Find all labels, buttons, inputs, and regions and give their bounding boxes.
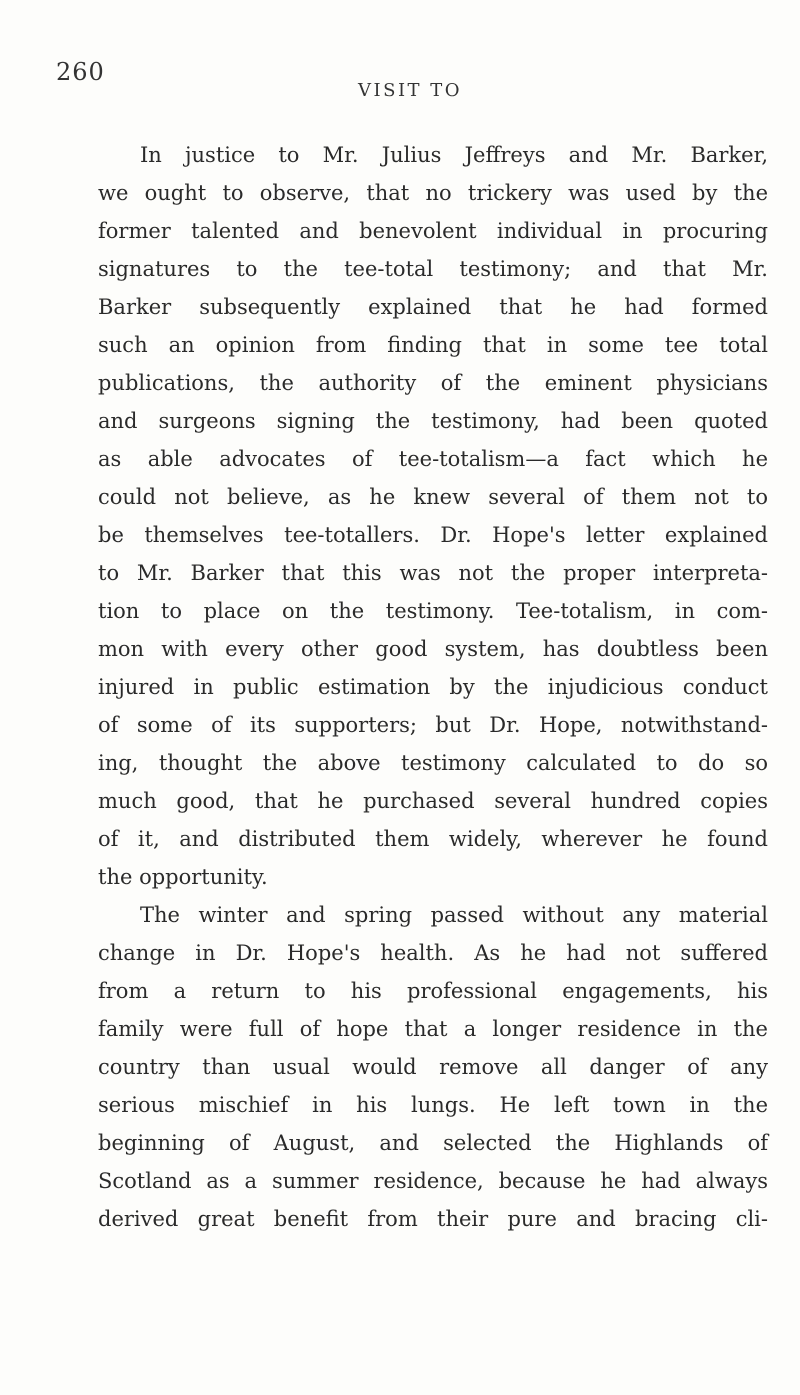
text-line: such an opinion from finding that in some tee total: [98, 333, 768, 357]
text-line: signatures to the tee-total testimony; and that Mr.: [98, 257, 768, 281]
text-line: be themselves tee-totallers. Dr. Hope's letter explained: [98, 523, 768, 547]
text-line: family were full of hope that a longer residence in the: [98, 1017, 768, 1041]
text-line: could not believe, as he knew several of them not to: [98, 485, 768, 509]
text-line: The winter and spring passed without any material: [140, 903, 768, 927]
text-line: derived great benefit from their pure and bracing cli-: [98, 1207, 768, 1231]
text-line: to Mr. Barker that this was not the proper interpreta-: [98, 561, 768, 585]
text-line: mon with every other good system, has doubtless been: [98, 637, 768, 661]
text-line: of some of its supporters; but Dr. Hope, notwithstand-: [98, 713, 768, 737]
text-line: publications, the authority of the eminent physicians: [98, 371, 768, 395]
text-line: the opportunity.: [98, 865, 268, 889]
running-head: VISIT TO: [358, 80, 463, 101]
text-line: from a return to his professional engagements, his: [98, 979, 768, 1003]
text-line: country than usual would remove all danger of any: [98, 1055, 768, 1079]
text-line: as able advocates of tee-totalism—a fact which he: [98, 447, 768, 471]
text-line: change in Dr. Hope's health. As he had not suffered: [98, 941, 768, 965]
text-line: former talented and benevolent individual in procuring: [98, 219, 768, 243]
text-line: serious mischief in his lungs. He left town in the: [98, 1093, 768, 1117]
body-text: [98, 136, 768, 1238]
page-number: 260: [56, 58, 105, 86]
text-line: beginning of August, and selected the Highlands of: [98, 1131, 768, 1155]
text-line: tion to place on the testimony. Tee-totalism, in com-: [98, 599, 768, 623]
text-line: we ought to observe, that no trickery was used by the: [98, 181, 768, 205]
text-line: ing, thought the above testimony calculated to do so: [98, 751, 768, 775]
text-line: Scotland as a summer residence, because he had always: [98, 1169, 768, 1193]
text-line: Barker subsequently explained that he had formed: [98, 295, 768, 319]
text-line: much good, that he purchased several hundred copies: [98, 789, 768, 813]
text-line: injured in public estimation by the injudicious conduct: [98, 675, 768, 699]
text-line: of it, and distributed them widely, wherever he found: [98, 827, 768, 851]
text-line: and surgeons signing the testimony, had been quoted: [98, 409, 768, 433]
text-line: In justice to Mr. Julius Jeffreys and Mr. Barker,: [140, 143, 768, 167]
